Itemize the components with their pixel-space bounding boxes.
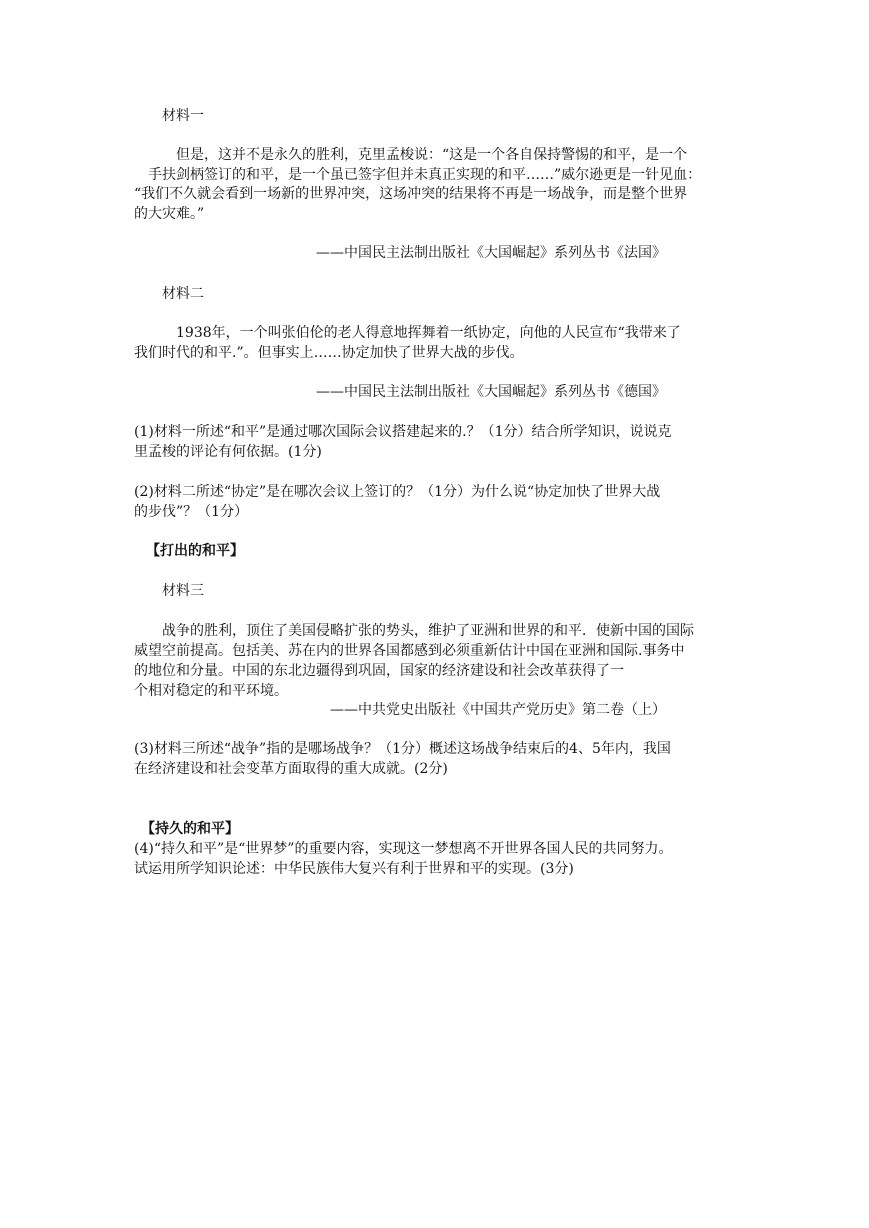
material-3-line: 个相对稳定的和平环境。 — [134, 683, 288, 699]
material-1-line: 手扶剑柄签订的和平，是一个虽已签字但并未真正实现的和平……”威尔逊更是一针见血： — [148, 167, 702, 183]
heading-fought-peace: 【打出的和平】 — [146, 543, 244, 559]
heading-lasting-peace: 【持久的和平】 — [141, 821, 239, 837]
material-3-source: ——中共党史出版社《中国共产党历史》第二卷（上） — [330, 702, 666, 718]
material-2-source: ——中国民主法制出版社《大国崛起》系列丛书《德国》 — [316, 384, 666, 400]
question-1-line: (1)材料一所述“和平”是通过哪次国际会议搭建起来的.？（1分）结合所学知识，说说克 — [134, 424, 672, 440]
question-4-line: (4)“持久和平”是“世界梦”的重要内容，实现这一梦想离不开世界各国人民的共同努力。 — [134, 841, 673, 857]
material-1-line: “我们不久就会看到一场新的世界冲突，这场冲突的结果将不再是一场战争，而是整个世界 — [134, 186, 688, 202]
question-3-line: (3)材料三所述“战争”指的是哪场战争？（1分）概述这场战争结束后的4、5年内，我国 — [134, 741, 671, 757]
material-1-line: 的大灾难。” — [134, 206, 205, 222]
question-2-line: 的步伐”？（1分） — [134, 504, 249, 520]
question-2-line: (2)材料二所述“协定”是在哪次会议上签订的？（1分）为什么说“协定加快了世界大战 — [134, 484, 661, 500]
question-3-line: 在经济建设和社会变革方面取得的重大成就。(2分) — [134, 761, 448, 777]
material-1-source: ——中国民主法制出版社《大国崛起》系列丛书《法国》 — [316, 245, 666, 261]
material-1-label: 材料一 — [162, 108, 204, 124]
material-3-label: 材料三 — [162, 583, 204, 599]
material-3-line: 威望空前提高。包括美、苏在内的世界各国都感到必须重新估计中国在亚洲和国际.事务中 — [134, 643, 685, 659]
material-2-line: 1938年，一个叫张伯伦的老人得意地挥舞着一纸协定，向他的人民宣布“我带来了 — [176, 325, 681, 341]
material-1-line: 但是，这并不是永久的胜利，克里孟梭说：“这是一个各自保持警惕的和平，是一个 — [176, 147, 688, 163]
material-3-line: 战争的胜利，顶住了美国侵略扩张的势头，维护了亚洲和世界的和平．使新中国的国际 — [162, 623, 694, 639]
question-4-line: 试运用所学知识论述：中华民族伟大复兴有利于世界和平的实现。(3分) — [134, 861, 574, 877]
material-2-label: 材料二 — [162, 286, 204, 302]
material-2-line: 我们时代的和平.”。但事实上……协定加快了世界大战的步伐。 — [134, 345, 524, 361]
question-1-line: 里孟梭的评论有何依据。(1分) — [134, 444, 322, 460]
material-3-line: 的地位和分量。中国的东北边疆得到巩固，国家的经济建设和社会改革获得了一 — [134, 663, 624, 679]
